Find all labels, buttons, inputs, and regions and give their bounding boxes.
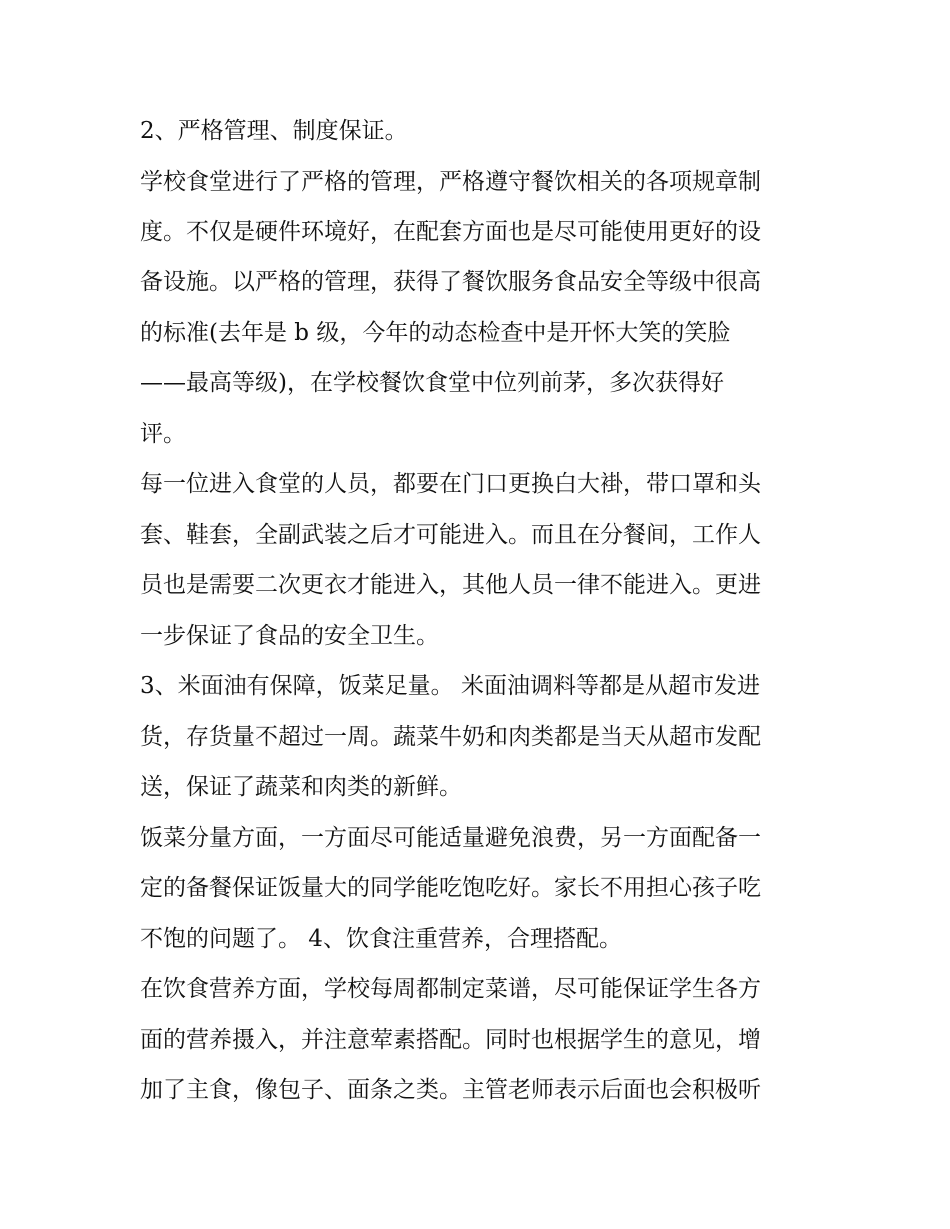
paragraph-line: 定的备餐保证饭量大的同学能吃饱吃好。家长不用担心孩子吃 [140,875,761,901]
paragraph-line: 面的营养摄入，并注意荤素搭配。同时也根据学生的意见，增 [140,1027,761,1053]
section-heading-strict-management: 2、严格管理、制度保证。 [140,118,408,144]
paragraph-line: 的标准(去年是 b 级，今年的动态检查中是开怀大笑的笑脸 [140,320,731,346]
paragraph-line: 度。不仅是硬件环境好，在配套方面也是尽可能使用更好的设 [140,219,761,245]
paragraph-line: 在饮食营养方面，学校每周都制定菜谱，尽可能保证学生各方 [140,976,761,1002]
paragraph-line: 一步保证了食品的安全卫生。 [140,623,439,649]
paragraph-line: 送，保证了蔬菜和肉类的新鲜。 [140,774,462,800]
paragraph-line: 学校食堂进行了严格的管理，严格遵守餐饮相关的各项规章制 [140,169,761,195]
paragraph-line: 货，存货量不超过一周。蔬菜牛奶和肉类都是当天从超市发配 [140,724,761,750]
paragraph-line: 套、鞋套，全副武装之后才可能进入。而且在分餐间，工作人 [140,522,761,548]
paragraph-line: 备设施。以严格的管理，获得了餐饮服务食品安全等级中很高 [140,269,761,295]
paragraph-line: 员也是需要二次更衣才能进入，其他人员一律不能进入。更进 [140,572,761,598]
paragraph-line: 每一位进入食堂的人员，都要在门口更换白大褂，带口罩和头 [140,471,761,497]
paragraph-line: 加了主食，像包子、面条之类。主管老师表示后面也会积极听 [140,1077,761,1103]
paragraph-line: ——最高等级)，在学校餐饮食堂中位列前茅，多次获得好 [140,370,724,396]
paragraph-line: 评。 [140,421,186,447]
paragraph-line: 饭菜分量方面，一方面尽可能适量避免浪费，另一方面配备一 [140,825,761,851]
section-heading-food-supply: 3、米面油有保障，饭菜足量。 米面油调料等都是从超市发进 [140,673,760,699]
paragraph-line: 不饱的问题了。 4、饮食注重营养，合理搭配。 [140,926,622,952]
